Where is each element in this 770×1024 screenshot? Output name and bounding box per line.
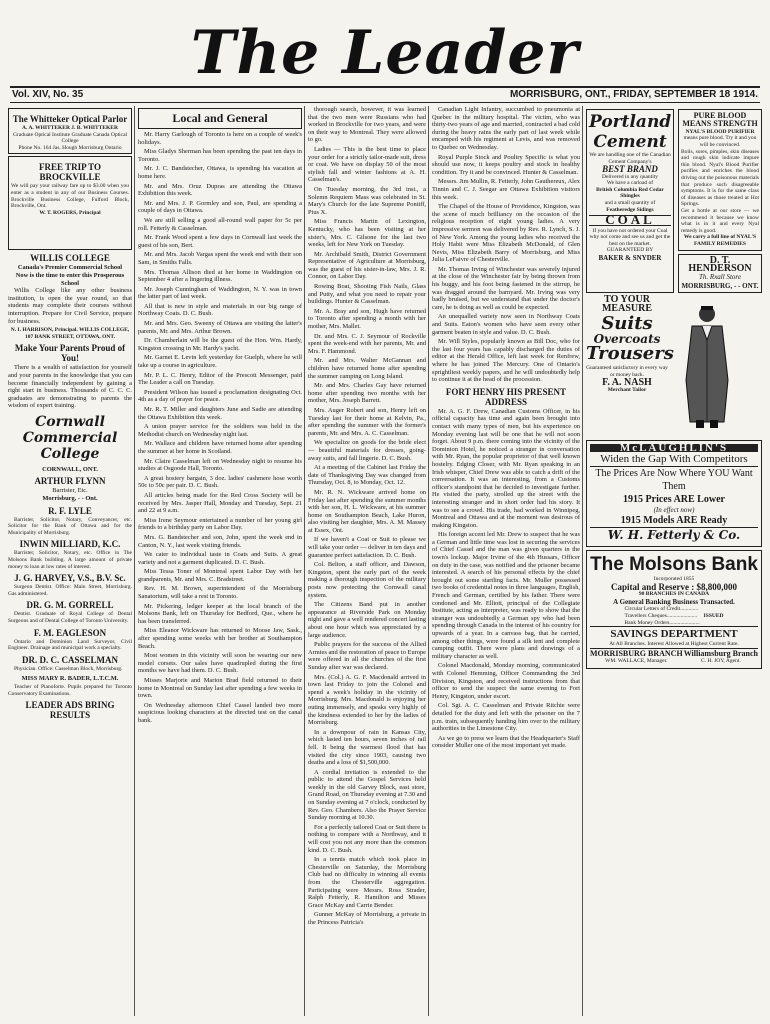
news-item: Most women in this vicinity will soon be wearing our new model corsets. Our sales have quadrupled during the first months we have had them. D. C. Bush. — [138, 652, 302, 675]
branch-williamsburg: Williamsburg Branch — [683, 648, 758, 658]
coal-firm: BAKER & SNYDER — [598, 253, 662, 262]
lyle-name: R. F. LYLE — [48, 505, 92, 516]
coal-body: If you have not ordered your Coal why not come and see us and get the best on the market. — [589, 227, 671, 247]
column-5 — [586, 106, 762, 1016]
blood-footer: We carry a full line of NYAL'S FAMILY REMEDIES — [683, 234, 757, 247]
tailor-illustration — [672, 296, 758, 436]
spy-story-paragraph: As we go to press we learn that the Headquarter's Staff consider Muller one of the most important yet made. — [432, 734, 580, 750]
willis-sub: Canada's Premier Commercial School — [17, 264, 123, 272]
branch-row — [590, 648, 758, 665]
eagleson-body: Ontario and Dominion Land Surveyor, Civil Engineer. Drainage and municipal work a specialty. — [8, 638, 132, 652]
news-item: Dr. and Mrs. C. J. Seymour of Rockville spent the week-end with her parents, Mr. and Mrs. F. Hammond. — [308, 332, 426, 355]
news-item: Dr. Chamberlain will be the guest of the Hon. Wm. Hardy, Kingston crossing in Mr. Hardy's yacht. — [138, 337, 302, 352]
news-item: Canadian Light Infantry, succumbed to pneumonia at Quebec in the military hospital. The victim, who was thirty-two years of age and married, contracted a bad cold during the heavy rains the early part of last week while encamped with his regiment at Levis, and was removed to Quebec on Wednesday. — [432, 106, 580, 151]
molsons-circular: Circular Letters of Credit............. — [624, 606, 699, 613]
column-1 — [8, 106, 132, 1016]
spy-story-paragraph: Colonel Macdonald, Monday morning, communicated with Colonel Hemming, Officer Commanding the 3rd Division, Kingston, and received instructions from that officer to send the suspect the same evening to Fort Henry, Kingston, under escort. — [432, 662, 580, 700]
news-item: All that is new in style and materials in our big range of Northway Coats. D. C. Bush. — [138, 302, 302, 318]
news-item: Mr. Archibald Smith, District Government Representative of Agriculture at Morrisburg, was the guest of his sister-in-law, Mrs. J. R. Connor, on Labor Day. — [308, 250, 426, 281]
column-rule — [582, 106, 583, 1016]
news-item: Mr. Frank Wood spent a few days in Cornwall last week the guest of his son, Bert. — [138, 234, 302, 249]
henderson-name: D. T. HENDERSON — [688, 254, 752, 274]
column-2 — [138, 106, 302, 1016]
spy-story-paragraph: Col. Sgt. A. C. Casselman and Private Ritchie were detailed for the duty and left with the prisoner on the 7 p.m. train, subsequently handing him over to the military authorities in the Limestone City. — [432, 702, 580, 733]
news-item: All articles being made for the Red Cross Society will be received by Mrs. Jasper Hall, Monday and Tuesday, Sept. 21 and 22 at 9 a.m. — [138, 491, 302, 515]
news-item: Mr. and Mrs. J. P. Gormley and son, Paul, are spending a couple of days in Ottawa. — [138, 199, 302, 215]
portland-delivered: Delivered in any quantity — [601, 173, 659, 180]
molsons-travel: Travellers Cheques...................... — [624, 612, 698, 619]
mcl-effect: (In effect now) — [653, 505, 695, 514]
harvey-name: J. G. HARVEY, V.S., B.V. Sc. — [14, 573, 126, 584]
molsons-issued: ISSUED — [703, 612, 724, 619]
portland-cement-ad — [586, 109, 674, 293]
whitteker-ad — [8, 108, 132, 154]
news-item: A union prayer service for the soldiers was held in the Methodist church on Wednesday night last. — [138, 423, 302, 438]
news-item: thorough search, however, it was learned that the two men were Russians who had worked in Brockville for two years, and were on their way to Montreal. They were allowed to go. — [308, 106, 426, 144]
news-item: Miss Irene Seymour entertained a number of her young girl friends to a birthday party on Labor Day. — [138, 516, 302, 532]
gorrell-body: Dentist. Graduate of Royal College of Dental Surgeons and of Dental College of Toronto University. — [8, 611, 132, 624]
inwin-name: INWIN MILLIARD, K.C. — [19, 539, 121, 550]
column-rule — [134, 106, 135, 1016]
casselman-name: DR. D. C. CASSELMAN — [21, 654, 118, 665]
column-4 — [432, 106, 580, 1016]
news-item: In a downpour of rain in Kansas City, which lasted ten hours, seven inches of rail fell. It being the warmest flood that has visited the city since 1903, causing two deaths and a loss of $1,500,000. — [308, 728, 426, 767]
eagleson-name: F. M. EAGLESON — [33, 627, 107, 638]
blood-price: means pure blood. Try it and you will be convinced. — [683, 135, 757, 148]
flynn-name: ARTHUR FLYNN — [34, 476, 106, 487]
news-item: Mr. Garnet E. Levin left yesterday for Guelph, where he will take up a course in agriculture. — [138, 354, 302, 370]
news-item: Miss Gladys Sherman has been spending the past ten days in Toronto. — [138, 148, 302, 163]
trip-title: FREE TRIP TO BROCKVILLE — [38, 162, 102, 183]
portland-car: We have a carload of — [606, 180, 654, 187]
news-item: Rowing Boat, Shooting Fish Nails, Glass and Putty, and what you need to repair your buildings. Hunter & Casselman. — [308, 283, 426, 306]
blood-title: PURE BLOOD MEANS STRENGTH — [682, 111, 758, 129]
molsons-bank-ad — [586, 550, 762, 668]
news-item: Mr. R. T. Miller and daughters June and Sadie are attending the Ottawa Exhibition this week. — [138, 406, 302, 421]
willis-title: WILLIS COLLEGE — [30, 253, 110, 264]
column-rule — [428, 106, 429, 1016]
fetterly-name: W. H. Fetterly & Co. — [590, 527, 758, 543]
mcl-name: McLAUGHLIN'S — [590, 444, 758, 452]
mclaughlin-ad — [586, 440, 762, 548]
whitteker-sub: Graduate Optical Institute Graduate Canada Optical College — [12, 131, 128, 145]
mcl-prices: 1915 Prices ARE Lower — [623, 493, 725, 505]
news-item: Mrs. G. Bandstecher and son, John, spent the week end in Canton, N. Y., last week visiting friends. — [138, 533, 302, 549]
mcl-models: 1915 Models ARE Ready — [620, 515, 728, 527]
trip-body: We will pay your railway fare up to $3.00 when you enter as a student in any of our Business Courses. Brockville Business College, Fulford Block, Brockville, Ont. — [11, 183, 129, 210]
measure-trousers: Trousers — [586, 343, 674, 365]
mcl-line1: Widen the Gap With Competitors — [590, 452, 758, 467]
news-item: If we haven't a Coat or Suit to please we will take your order — deliver in ten days and guarantee perfect satisfaction. D. C. Bush. — [308, 536, 426, 559]
coal-guaranteed: GUARANTEED BY — [606, 247, 654, 254]
branch-williamsburg-block — [684, 650, 758, 665]
drug-store-ads — [678, 106, 762, 296]
measure-body: Guaranteed satisfactory in every way or money back. — [586, 365, 668, 378]
news-item: Mr. A. Bray and son, Hugh have returned to Toronto after spending a month with her mother, Mrs. Mallet. — [308, 307, 426, 331]
molsons-money: Bank Money Orders...................... — [624, 619, 700, 626]
flynn-title: Barrister, Etc. — [52, 487, 88, 495]
news-item: An unequalled variety now seen in Northway Coats and Suits. Eaton's women who have seen every other garment beaten in style and value. D. C. Bush. — [432, 313, 580, 336]
henderson-ad — [678, 254, 762, 294]
branch-manager: WM. WALLACE, Manager. — [605, 658, 668, 665]
news-list — [308, 106, 426, 927]
news-item: Mr. Harry Garlough of Toronto is here on a couple of week's holidays. — [138, 131, 302, 146]
portland-body: We are handling one of the Canadian Cement Company's — [589, 152, 671, 165]
blood-sub: NYAL'S BLOOD PURIFIER — [685, 128, 755, 135]
savings-body: At All Branches. Interest Allowed at Highest Current Rate. — [609, 641, 739, 648]
mcl-line2: The Prices Are Now Where YOU Want Them — [595, 467, 753, 492]
news-item: Mr. Thomas Irving of Winchester was severely injured at the close of the Winchester fair by being thrown from his buggy, and his foot being fastened in the stirrup, he was dragged around the barnyard. Mr. Irving was very badly bruised, but we understand that under the doctor's care, he is doing as well as could be expected. — [432, 265, 580, 311]
brockville-ad — [8, 156, 132, 250]
trip-footer: W. T. ROGERS, Principal — [39, 209, 101, 216]
news-item: Mr. Will Styles, popularly known as Bill Doc, who for the last four years has capably discharged the duties of editor at the Herald Office, left last week for Renfrew, where he has joined The Mercury. One of Ontario's sprightliest weekly papers, and he will undoubtedly help to continue it at the head of the procession. — [432, 338, 580, 384]
local-general-heading: Local and General — [138, 108, 302, 129]
news-item: The Chapel of the House of Providence, Kingston, was the scene of much brilliancy on the occasion of the religious reception of eight young ladies. A very impressive sermon was delivered by Rev. R. Lynch, S. J. of New York. Among the young ladies who received the Holy Habit were Miss Elizabeth McDonald, of Glen Nevis, Miss Elizabeth Barry of Morrisburg, and Miss Julia LeFaivre of Chesterville. — [432, 203, 580, 264]
spy-story-headline: FORT HENRY HIS PRESENT ADDRESS — [445, 386, 567, 407]
measure-line: TO YOUR MEASURE — [601, 294, 652, 314]
blood-purifier-ad — [678, 109, 762, 251]
news-item: Mrs. Thomas Allison died at her home in Waddington on September 4 after a lingering illness. — [138, 268, 302, 284]
measure-suits: Suits — [601, 312, 653, 334]
news-item: Mr. Wallace and children have returned home after spending the summer at her home in Scotland. — [138, 440, 302, 455]
harvey-body: Surgeon Dentist. Office: Main Street, Morrisburg. Gas administered. — [8, 584, 132, 597]
measure-overcoats: Overcoats — [593, 331, 661, 346]
news-item: Mr. and Mrs. Jacob Vargas spent the week end with their son Sam, in Smiths Falls. — [138, 251, 302, 266]
molsons-services — [624, 606, 699, 626]
news-list — [432, 106, 580, 384]
molsons-issued-block — [590, 606, 758, 626]
blood-body: Boils, sores, pimples, skin diseases and rough skin indicate impure thin blood. Nyal's Blood Purifier purifies and enriches the blood driving out the poisonous materials that produce such disagreeable symptoms. It is for the same class of diseases as those treated at Hot Springs. — [681, 148, 759, 208]
bader-body: Teacher of Pianoforte. Pupils prepared for Toronto Conservatory Examinations. — [8, 683, 132, 697]
masthead-title: The Leader — [190, 18, 580, 88]
casselman-body: Physician. Office: Casselman Block, Morrisburg. — [14, 665, 123, 672]
henderson-sub: Th. Rxall Store — [699, 273, 741, 282]
molsons-capital: Capital and Reserve : $8,800,000 — [611, 581, 737, 592]
tailor-ad-row — [586, 296, 762, 436]
news-item: Miss Tessa Toner of Montreal spent Labor Day with her grandparents, Mr. and Mrs. C. Bradstreet. — [138, 568, 302, 583]
news-item: Mrs. Auger Robert and son, Henry left on Tuesday last for their home at Kelvin, Pa., after spending the summer with the former's parents, Mr. and Mrs. A. C. Casselman. — [308, 406, 426, 437]
spy-story-paragraph: His foreign accent led Mr. Drew to suspect that he was a German and little time was lost in securing the services of Chief Cassel and the man was given quarters in the town's lockup. Major Irvine of the 4th Hussars, Officer on duty in the case, was notified and the prisoner became interested. A search of his personal effects by the chief brought out some startling facts. Mr. Muller possessed two books of credential notes in three languages, English, French and German, certified by his father. There were condoned and Mr. Elliott, principal of the Collegiate Institute, acting as interpreter, was ready to show that the stranger was undoubtedly a German spy who had been spending through Canada in the interest of his country for upwards of a year. In a canvass bag, that he carried, among other things, were found a silk tent and complete camping outfit. There were plans and drawings of a military character as well. — [432, 531, 580, 660]
news-item: Mr. and Mrs. Geo. Sweeny of Ottawa are visiting the latter's parents, Mr. and Mrs. Arthur Brown. — [138, 320, 302, 335]
column-3 — [308, 106, 426, 1016]
column-rule — [304, 106, 305, 1016]
place-date: MORRISBURG, ONT., FRIDAY, SEPTEMBER 18 1914. — [509, 89, 758, 100]
news-item: For a perfectly tailored Coat or Suit there is nothing to compare with a Northway, and it will cost you not any more than the common kind. D. C. Bush. — [308, 823, 426, 854]
news-item: Rev. H. M. Brown, superintendent of the Morrisburg Sanatorium, will take a rest in Toronto. — [138, 585, 302, 601]
nash-title: Merchant Tailor — [607, 386, 647, 393]
molsons-general: A General Banking Business Transacted. — [613, 597, 735, 606]
tailor-ad — [586, 294, 674, 436]
news-item: A great hosiery bargain, 3 doz. ladies' cashmere hose worth 50c to 50c per pair. D. C. Bush. — [138, 474, 302, 490]
portland-supply: and a small quantity of — [604, 199, 656, 206]
ad-row-top — [586, 106, 762, 296]
news-item: On Tuesday morning, the 3rd inst., a Solemn Requiem Mass was celebrated in St. Mary's Church for the late Supreme Pontiff, Pius X. — [308, 185, 426, 216]
branch-agent: C. H. JOY, Agent. — [700, 658, 741, 665]
news-item: At a meeting of the Cabinet last Friday the date of Thanksgiving Day was changed from Thursday, Oct. 8, to Monday, Oct. 12. — [308, 464, 426, 487]
portland-title: Portland Cement — [589, 112, 672, 152]
willis-now: Now is the time to enter this Prosperous School — [15, 271, 125, 287]
news-item: Royal Purple Stock and Poultry Specific is what you should use now, it keeps poultry and stock in healthy condition. Try it and be convinced. Hunter & Casselman. — [432, 153, 580, 176]
news-item: Mr. Pickering, ledger keeper at the local branch of the Molsons Bank, left on Thursday for Bedford, Que., where he has been transferred. — [138, 602, 302, 625]
savings-title: SAVINGS DEPARTMENT — [590, 626, 758, 641]
news-item: Ladies — This is the best time to place your order for a strictly tailor-made suit, dress or coat. We have on display 50 of the most stylish fall and winter fashions at A. H. Casselman's. — [308, 145, 426, 184]
news-item: Mr. Claire Casselman left on Wednesday night to resume his studies at Osgoode Hall, Toronto. — [138, 457, 302, 473]
news-item: President Wilson has issued a proclamation designating Oct. 4th as a day of prayer for peace. — [138, 388, 302, 404]
news-item: Mr. and Mrs. Oruz Dupras are attending the Ottawa Exhibition this week. — [138, 182, 302, 198]
news-item: We are still selling a good all-round wall paper for 5c per roll. Fetterly & Casselman. — [138, 216, 302, 232]
flynn-city: Morrisburg, - - Ont. — [42, 495, 98, 503]
gorrell-name: DR. G. M. GORRELL — [26, 600, 114, 611]
branch-morrisburg: MORRISBURG BRANCH — [590, 648, 683, 658]
coal-title: COAL — [589, 215, 671, 225]
news-item: Mr. P. L. C. Henry, Editor of the Prescott Messenger, paid The Leader a call on Tuesday. — [138, 371, 302, 387]
news-item: Mrs. (Col.) A. G. F. Macdonald arrived in town last Friday to join the Colonel and spend a week's holiday in the vicinity of Morrisburg. Mrs. Macdonald is enjoying her outing immensely, and speaks very highly of the kindness extended to her by the ladies of Morrisburg. — [308, 673, 426, 727]
whitteker-title: The Whitteker Optical Parlor — [12, 114, 128, 124]
henderson-city: MORRISBURG, - - ONT. — [681, 281, 759, 290]
news-item: Misses Marjorie and Marion Brad field returned to their home in Montreal on Sunday last after spending a few weeks in town. — [138, 677, 302, 700]
volume-number: Vol. XIV, No. 35 — [12, 89, 84, 100]
portland-siding: Featheredge Sidings — [606, 206, 654, 213]
spy-story-paragraph: Mr. A. G. F. Drew, Canadian Customs Officer, in his official capacity has time and again been brought into contact with many types of men, but his experience on Monday evening last will be one that he will not soon forget. About 9 p.m. there coming into the vicinity of the Dominion Hotel, he noticed a stranger in conversation with Mr. Ryan, the popular proprietor of that well known hostelry. Edging Closer, with Mr. Ryan speaking in an Irish whisper, Chief Drew was able to catch a drift of the conversation. It was an interesting, from a Customs officer's standpoint that he decided to investigate further. He visited the party, strolled up the street with the interesting stranger and in short order had his story. It was to see a crowd. His trade, had worked in Winnipeg, Montreal and Ottawa and at the moment was desirous of making Kingston. — [432, 407, 580, 529]
cornwall-logo: Cornwall Commercial College — [22, 413, 118, 462]
folio-line — [10, 86, 760, 103]
news-item: On Wednesday afternoon Chief Cassel landed two more suspicious looking characters at the directed test on the canal bank. — [138, 701, 302, 724]
blood-body2: Get a bottle at our store — we recommend it because we know what is in it and every Nyal remedy is good. — [681, 207, 759, 234]
bader-name: MISS MARY R. BADER, L.T.C.M. — [21, 675, 119, 683]
molsons-inc: Incorporated 1855 — [653, 576, 695, 583]
whitteker-addr: Phone No. 164 Jas. Hough Morrisburg Ontario — [18, 144, 122, 151]
molsons-branches: 90 BRANCHES IN CANADA — [638, 591, 710, 598]
molsons-title: The Molsons Bank — [590, 554, 758, 576]
news-item: Public prayers for the success of the Allied Armies and the restoration of peace to Europe were offered in all the churches of the first Sunday after war was declared. — [308, 641, 426, 671]
news-item: Miss Francis Martin of Lexington, Kentucky, who has been visiting at her sister's, Mrs. C. Gilsone for the last two weeks, left for New York on Tuesday. — [308, 218, 426, 249]
news-item: Mr. R. N. Wickware arrived home on Friday last after spending the summer months with her son, H. L. Wickware, at his summer home on Southampton Beach, Lake Huron, also visiting her daughter, Mrs. A. M. Massey at Essex, Ont. — [308, 488, 426, 534]
nash-name: F. A. NASH — [602, 376, 652, 388]
news-item: Mr. and Mrs. Walter McGannan and children have returned home after spending the summer camping on Long Island. — [308, 357, 426, 380]
willis-addr: N. I. HARRISON, Principal. WILLIS COLLEGE, 107 BANK STREET, OTTAWA, ONT. — [10, 327, 130, 340]
news-item: Miss Eleanor Wickware has returned to Moose Jaw, Sask., after spending some weeks with her brother at Southampton Beach. — [138, 627, 302, 650]
news-item: Mr. J. C. Bandstecher, Ottawa, is spending his vacation at home here. — [138, 165, 302, 180]
man-in-coat-illustration — [672, 300, 742, 430]
portland-product: British Columbia Red Cedar Shingles — [596, 186, 664, 200]
news-item: A cordial invitation is extended to the public to attend the Gospel Services held weekly in the old Garvey Block, east store, Grand Road, on Thursday evening at 7.30 and on Sunday evening at 7 o'clock, conducted by Rev. Geo. Chambers. Also the Prayer Service Sunday morning at 10.30. — [308, 768, 426, 822]
news-item: In a tennis match which took place in Chesterville on Saturday, the Morrisburg Club had no difficulty in winning all events from the Chesterville aggregation. Participating were Messrs. Ross Strader, Ralph Fetterly, R. Hamilton and Misses Grace McKay and Carrie Bender. — [308, 856, 426, 909]
ads-footer: LEADER ADS BRING RESULTS — [25, 700, 115, 721]
lyle-body: Barrister, Solicitor, Notary, Conveyancer, etc. Solicitor for the Bank of Ottawa and for the Municipality of Morrisburg. — [8, 516, 132, 536]
willis-body: Willis College like any other business institution, is open the year round, so that students may complete their courses without interruption. Prepare for Civil Service, prepare for business. — [8, 287, 132, 325]
parents-title: Make Your Parents Proud of You! — [14, 343, 126, 364]
whitteker-names: A. A. WHITTEKER J. B. WHITTEKER — [22, 125, 118, 131]
local-news-list — [138, 131, 302, 725]
parents-body: There is a wealth of satisfaction for yourself and your parents in the knowledge that you can become financially independent by gaining a right start in business. Thousands of C. C. C. graduates are demonstrating to parents the wisdom of expert training. — [8, 364, 132, 410]
cornwall-city: CORNWALL, ONT. — [42, 465, 98, 473]
portland-brand: BEST BRAND — [602, 164, 658, 175]
news-item: Messrs. Jim Mullin, R. Fetterly, John Gauthereux, Alex Tinnin and C. J. Seegar are Ottawa Exhibition visitors this week. — [432, 178, 580, 201]
news-item: We cater to individual taste in Coats and Suits. A great variety and not a garment duplicated. D. C. Bush. — [138, 551, 302, 566]
news-item: We specialize on goods for the bride elect — beautiful materials for dresses, going-away suits, and fall lingerie. D. C. Bush. — [308, 439, 426, 462]
news-item: Mr. and Mrs. Charles Gay have returned home after spending two months with her mother, Mrs. Joseph Barrett. — [308, 382, 426, 405]
news-item: Gunner McKay of Morrisburg, a private in the Princess Patricia's — [308, 911, 426, 926]
branch-morrisburg-block — [590, 650, 683, 665]
news-item: Col. Belton, a staff officer, and Dawson, Kingston, spent the early part of the week making a thorough inspection of the military posts now protecting the Cornwall canal system. — [308, 561, 426, 599]
inwin-body: Barrister, Solicitor, Notary, etc. Office in The Molsons Bank building. A large amount of private money to loan at low rates of interest. — [8, 550, 132, 570]
news-item: Mr. Joseph Cunningham of Waddington, N. Y. was in town the latter part of last week. — [138, 285, 302, 301]
news-item: The Citizens Band put in another appearance at Riverside Park on Monday night and gave a well rendered concert lasting about one hour which was appreciated by a large audience. — [308, 601, 426, 639]
